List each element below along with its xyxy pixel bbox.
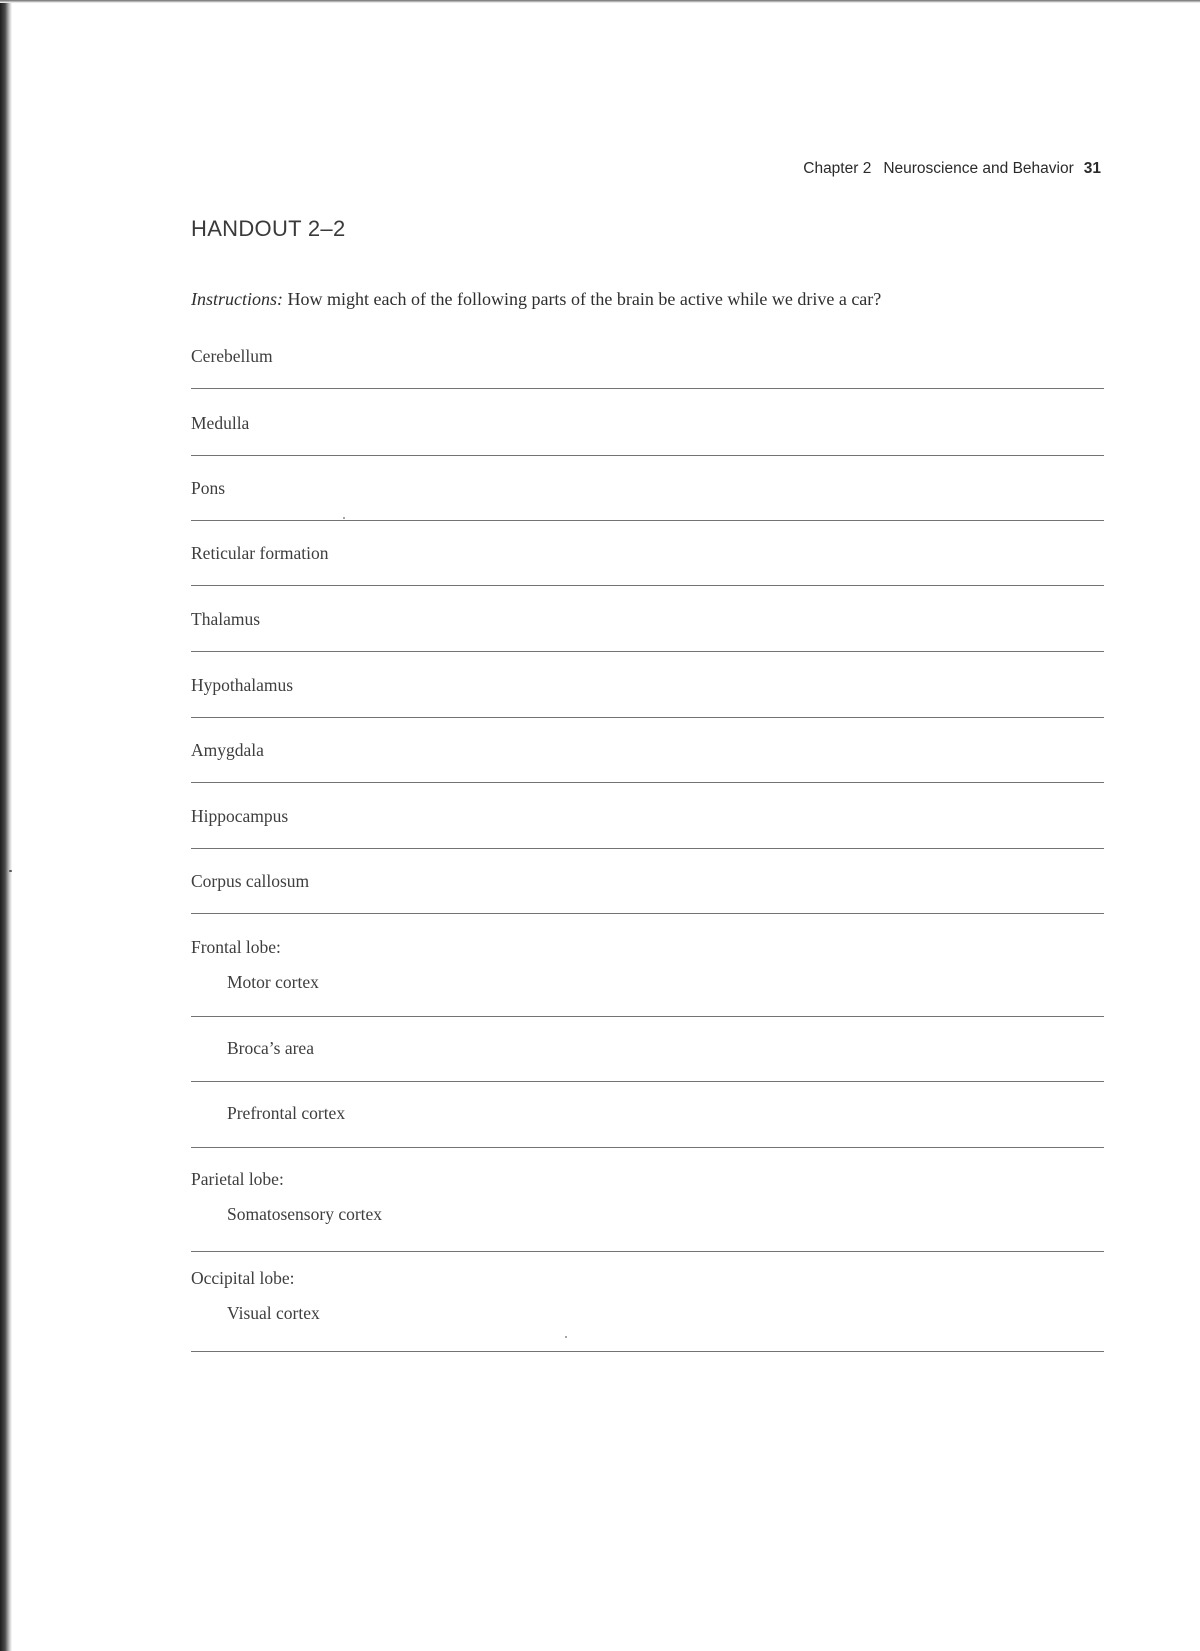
item-prefrontal-cortex xyxy=(191,1102,1104,1168)
chapter-label: Chapter 2 xyxy=(803,160,872,177)
answer-line[interactable] xyxy=(191,585,1104,586)
scan-speck xyxy=(565,1336,567,1338)
item-hypothalamus xyxy=(191,674,1104,739)
answer-line[interactable] xyxy=(191,1081,1104,1082)
item-label: Hypothalamus xyxy=(191,675,294,695)
scan-speck xyxy=(343,517,345,519)
group-label: Frontal lobe: xyxy=(191,937,281,957)
item-pons xyxy=(191,477,1104,542)
item-brocas-area xyxy=(191,1037,1104,1102)
answer-line[interactable] xyxy=(191,1016,1104,1017)
item-label: Cerebellum xyxy=(191,346,273,366)
answer-line[interactable] xyxy=(191,848,1104,849)
page-number: 31 xyxy=(1083,160,1101,177)
instructions-label: Instructions: xyxy=(191,289,283,309)
chapter-title: Neuroscience and Behavior xyxy=(883,160,1074,177)
item-label: Motor cortex xyxy=(227,972,319,992)
item-label: Broca’s area xyxy=(227,1038,314,1058)
item-cerebellum xyxy=(191,345,1104,412)
item-label: Visual cortex xyxy=(227,1303,320,1323)
worksheet xyxy=(191,345,1104,1362)
item-visual-cortex xyxy=(191,1302,1104,1362)
item-label: Prefrontal cortex xyxy=(227,1103,346,1123)
scan-speck xyxy=(9,870,12,872)
item-label: Thalamus xyxy=(191,609,261,629)
item-medulla xyxy=(191,412,1104,477)
answer-line[interactable] xyxy=(191,520,1104,521)
item-label: Hippocampus xyxy=(191,806,289,826)
group-frontal-lobe xyxy=(191,936,1104,1168)
answer-line[interactable] xyxy=(191,717,1104,718)
item-reticular-formation xyxy=(191,542,1104,608)
item-label: Corpus callosum xyxy=(191,871,310,891)
answer-line[interactable] xyxy=(191,913,1104,914)
item-motor-cortex xyxy=(191,971,1104,1037)
running-header xyxy=(803,160,1101,178)
item-corpus-callosum xyxy=(191,870,1104,936)
handout-title: HANDOUT 2–2 xyxy=(191,216,346,241)
item-amygdala xyxy=(191,739,1104,805)
item-somatosensory-cortex xyxy=(191,1203,1104,1267)
answer-line[interactable] xyxy=(191,388,1104,389)
group-label: Parietal lobe: xyxy=(191,1169,284,1189)
group-occipital-lobe xyxy=(191,1267,1104,1362)
answer-line[interactable] xyxy=(191,1351,1104,1352)
item-label: Somatosensory cortex xyxy=(227,1204,383,1224)
item-thalamus xyxy=(191,608,1104,674)
group-label: Occipital lobe: xyxy=(191,1268,295,1288)
instructions-text: How might each of the following parts of the brain be active while we drive a car? xyxy=(287,289,882,309)
answer-line[interactable] xyxy=(191,1147,1104,1148)
answer-line[interactable] xyxy=(191,455,1104,456)
answer-line[interactable] xyxy=(191,651,1104,652)
scan-shadow-left xyxy=(0,0,12,1651)
item-label: Pons xyxy=(191,478,226,498)
group-parietal-lobe xyxy=(191,1168,1104,1267)
item-hippocampus xyxy=(191,805,1104,870)
answer-line[interactable] xyxy=(191,782,1104,783)
scan-shadow-top xyxy=(0,0,1200,3)
item-label: Medulla xyxy=(191,413,250,433)
item-label: Amygdala xyxy=(191,740,264,760)
answer-line[interactable] xyxy=(191,1251,1104,1252)
item-label: Reticular formation xyxy=(191,543,329,563)
instructions xyxy=(191,289,1111,310)
